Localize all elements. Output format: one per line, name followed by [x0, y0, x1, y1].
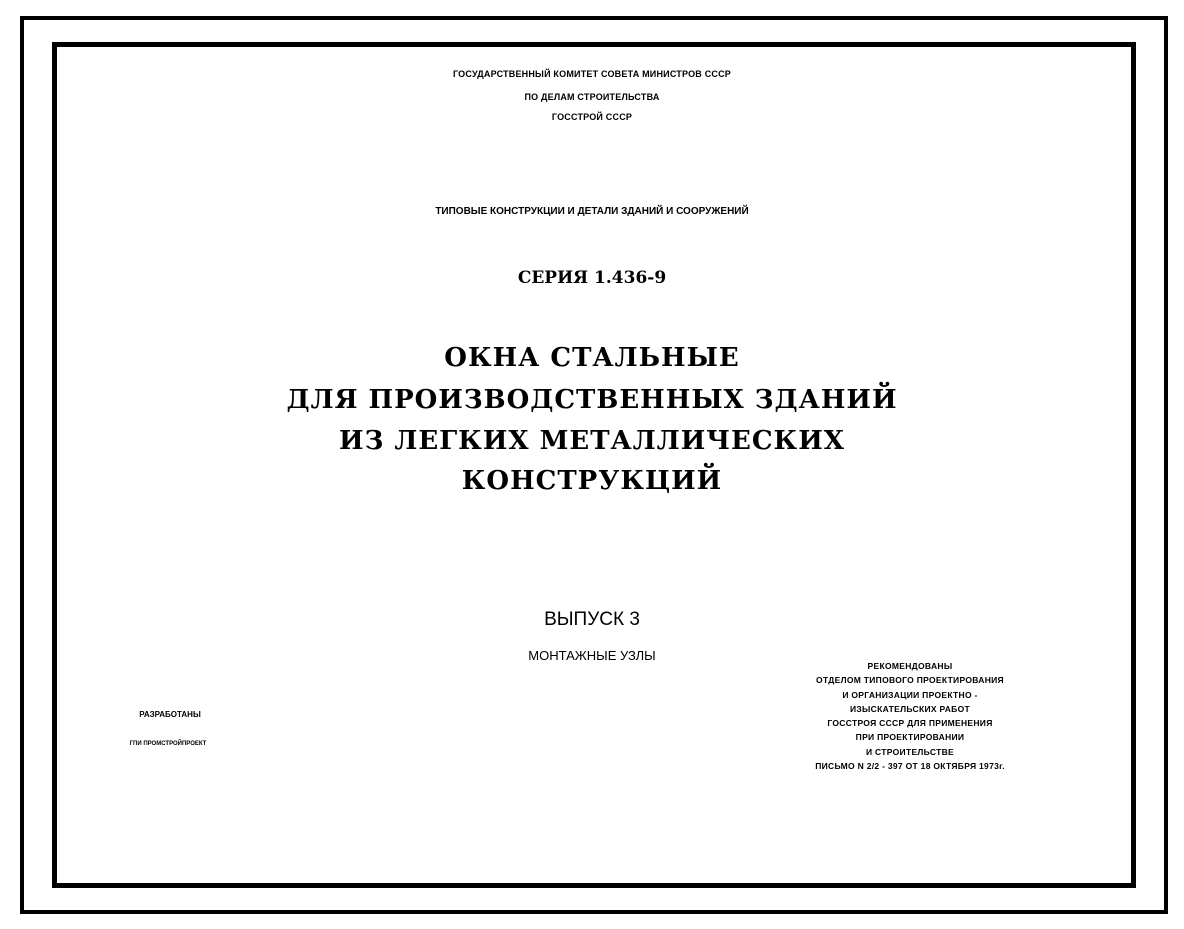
recommended-line-6: ПРИ ПРОЕКТИРОВАНИИ [855, 732, 965, 743]
org-line-2: ПО ДЕЛАМ СТРОИТЕЛЬСТВА [524, 92, 660, 102]
issue-number: ВЫПУСК 3 [544, 609, 640, 630]
recommended-line-7: И СТРОИТЕЛЬСТВЕ [865, 746, 955, 757]
issue-subtitle: МОНТАЖНЫЕ УЗЛЫ [528, 648, 656, 663]
title-line-3: ИЗ ЛЕГКИХ МЕТАЛЛИЧЕСКИХ [339, 426, 845, 456]
recommended-line-2: ОТДЕЛОМ ТИПОВОГО ПРОЕКТИРОВАНИЯ [816, 675, 1004, 686]
developed-by-org: ГПИ ПРОМСТРОЙПРОЕКТ [129, 741, 207, 747]
series-category: ТИПОВЫЕ КОНСТРУКЦИИ И ДЕТАЛИ ЗДАНИЙ И СООРУЖЕНИЙ [435, 206, 749, 217]
recommended-line-8: ПИСЬМО N 2/2 - 397 ОТ 18 ОКТЯБРЯ 1973г. [815, 761, 1005, 772]
title-line-1: ОКНА СТАЛЬНЫЕ [444, 343, 740, 373]
developed-by-label: РАЗРАБОТАНЫ [139, 710, 201, 719]
recommended-block [770, 659, 1050, 773]
recommended-line-4: ИЗЫСКАТЕЛЬСКИХ РАБОТ [850, 703, 970, 714]
recommended-line-3: И ОРГАНИЗАЦИИ ПРОЕКТНО - [842, 689, 978, 700]
title-line-2: ДЛЯ ПРОИЗВОДСТВЕННЫХ ЗДАНИЙ [286, 385, 898, 415]
org-line-3: ГОССТРОЙ СССР [551, 112, 633, 122]
org-line-1: ГОСУДАРСТВЕННЫЙ КОМИТЕТ СОВЕТА МИНИСТРОВ СССР [452, 69, 731, 79]
title-line-4: КОНСТРУКЦИЙ [461, 466, 723, 496]
recommended-line-1: РЕКОМЕНДОВАНЫ [867, 661, 953, 671]
recommended-line-5: ГОССТРОЯ СССР ДЛЯ ПРИМЕНЕНИЯ [827, 718, 993, 729]
series-number: СЕРИЯ 1.436-9 [517, 268, 667, 288]
